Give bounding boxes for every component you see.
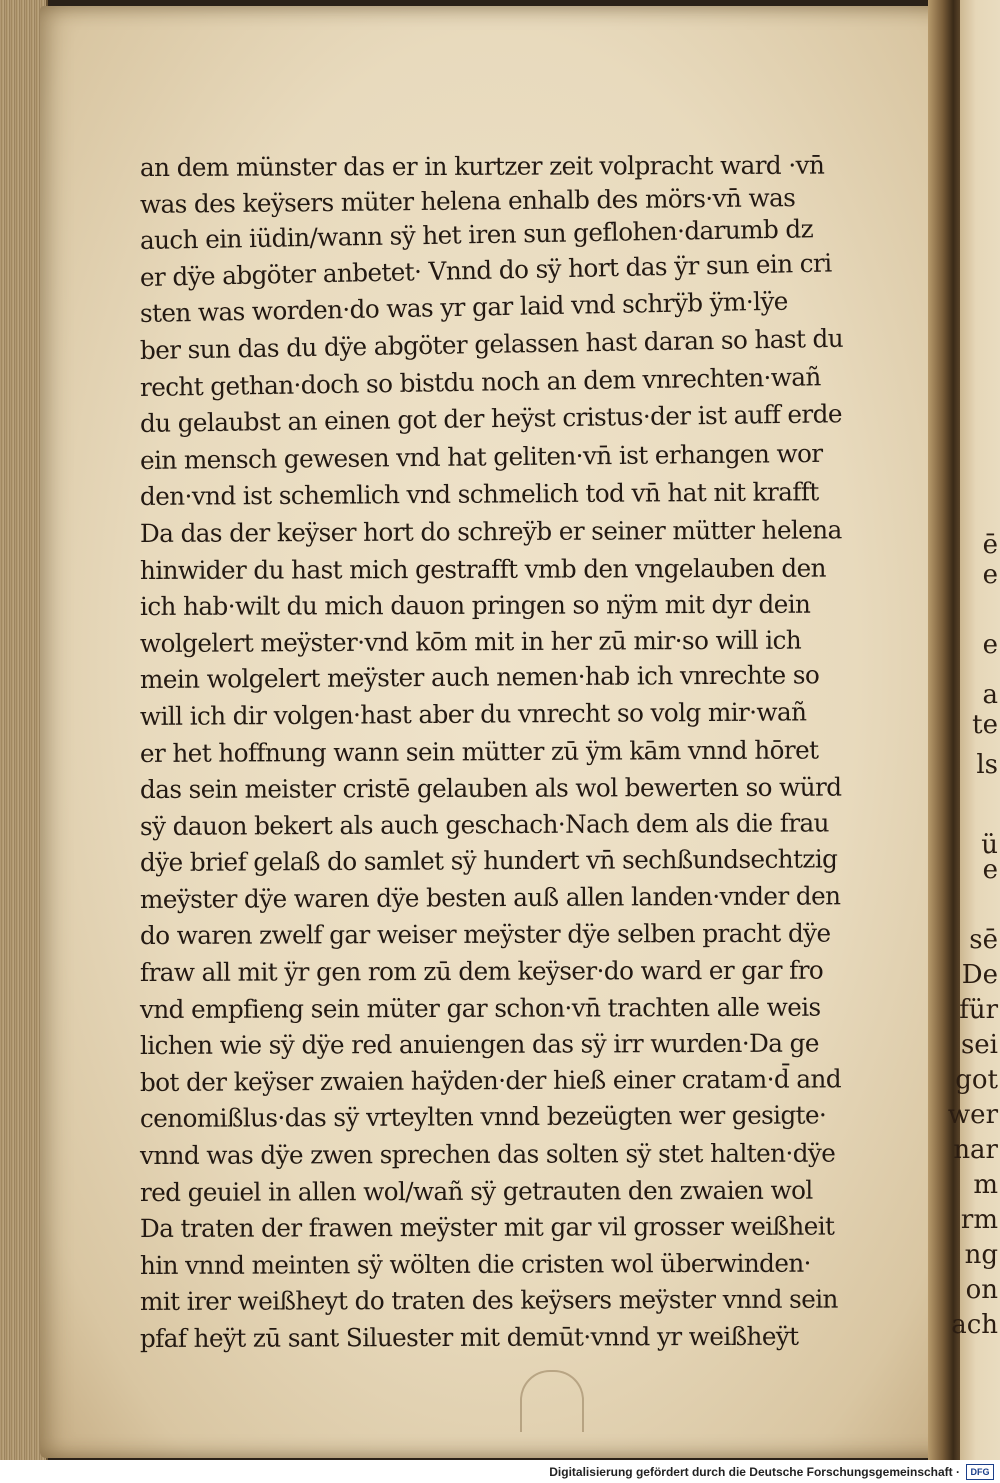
text-line: vnd empfieng sein müter gar schon·vn̄ trachten alle weis — [139, 992, 821, 1024]
text-line: pfaf heÿt zū sant Siluester mit demūt·vnnd yr weißheÿt — [139, 1321, 799, 1353]
facing-page-text: für — [959, 995, 998, 1025]
text-line: was des keÿsers müter helena enhalb des mörs·vn̄ was — [139, 182, 796, 219]
text-line: sten was worden·do was yr gar laid vnd schrÿb ÿm·lÿe — [139, 286, 789, 329]
facing-page-text: e — [982, 855, 998, 885]
facing-page-text: on — [965, 1275, 998, 1305]
facing-page-text: De — [961, 960, 998, 990]
text-line: an dem münster das er in kurtzer zeit volpracht ward ·vn̄ — [139, 150, 825, 182]
text-line: sÿ dauon bekert als auch geschach·Nach dem als die frau — [139, 808, 830, 841]
facing-page-text: a — [982, 680, 998, 710]
text-line: Da das der keÿser hort do schreÿb er seiner mütter helena — [139, 515, 842, 548]
page-text-block — [140, 150, 910, 1358]
facing-page-text: got — [955, 1065, 998, 1095]
text-line: auch ein iüdin/wann sÿ het iren sun geflohen·darumb dz — [139, 214, 814, 256]
text-line: Da traten der frawen meÿster mit gar vil grosser weißheit — [139, 1211, 835, 1244]
text-line: hin vnnd meinten sÿ wölten die cristen wol überwinden· — [139, 1248, 811, 1280]
facing-page-text: rm — [960, 1205, 998, 1235]
facing-page-text: wer — [947, 1100, 998, 1130]
text-line: cenomißlus·das sÿ vrteylten vnnd bezeügten wer gesigte· — [139, 1100, 827, 1134]
text-line: red geuiel in allen wol/wañ sÿ getrauten den zwaien wol — [139, 1175, 813, 1207]
text-line: ber sun das du dÿe abgöter gelassen hast daran so hast du — [139, 323, 844, 365]
text-line: recht gethan·doch so bistdu noch an dem vnrechten·wañ — [139, 361, 821, 402]
text-line: hinwider du hast mich gestrafft vmb den vngelauben den — [139, 553, 826, 585]
facing-page-text: ē — [982, 530, 998, 560]
text-line: den·vnd ist schemlich vnd schmelich tod vn̄ hat nit krafft — [139, 477, 819, 512]
text-line: wolgelert meÿster·vnd kōm mit in her zū mir·so will ich — [139, 625, 802, 658]
text-line: mit irer weißheyt do traten des keÿsers meÿster vnnd sein — [139, 1284, 838, 1317]
text-line: meÿster dÿe waren dÿe besten auß allen landen·vnder den — [139, 881, 841, 914]
facing-page-text: sei — [960, 1030, 998, 1060]
facing-page-text: ls — [976, 750, 998, 780]
text-line: das sein meister cristē gelauben als wol bewerten so würd — [139, 772, 842, 805]
facing-page-text: e — [982, 630, 998, 660]
text-line: fraw all mit ÿr gen rom zū dem keÿser·do ward er gar fro — [139, 955, 824, 988]
text-line: er het hoffnung wann sein mütter zū ÿm kām vnnd hōret — [139, 734, 819, 768]
facing-page-text: ü — [981, 830, 998, 860]
facing-page-text: ng — [964, 1240, 998, 1270]
text-line: mein wolgelert meÿster auch nemen·hab ich vnrechte so — [139, 660, 820, 695]
text-line: will ich dir volgen·hast aber du vnrecht so volg mir·wañ — [139, 697, 807, 731]
facing-page-fragment — [947, 0, 1000, 1460]
thumb-impression — [520, 1370, 584, 1432]
footer-bar — [0, 1460, 1000, 1483]
text-line: do waren zwelf gar weiser meÿster dÿe selben pracht dÿe — [139, 919, 831, 951]
facing-page-text: nar — [953, 1135, 998, 1165]
text-line: vnnd was dÿe zwen sprechen das solten sÿ stet halten·dÿe — [139, 1138, 836, 1171]
text-line: bot der keÿser zwaien haÿden·der hieß einer cratam·d̄ and — [139, 1064, 842, 1097]
facing-page-text: te — [972, 710, 998, 740]
text-line: er dÿe abgöter anbetet· Vnnd do sÿ hort das ÿr sun ein cri — [139, 248, 832, 292]
facing-page-text: sē — [969, 925, 998, 955]
text-line: du gelaubst an einen got der heÿst cristus·der ist auff erde — [139, 399, 843, 439]
text-line: ich hab·wilt du mich dauon pringen so nÿm mit dyr dein — [139, 589, 811, 622]
text-line: ein mensch gewesen vnd hat geliten·vn̄ ist erhangen wor — [139, 438, 823, 475]
facing-page-text: e — [982, 560, 998, 590]
dfg-logo: DFG — [966, 1464, 994, 1480]
facing-page-text: m — [973, 1170, 998, 1200]
facing-page-text: ach — [951, 1310, 998, 1340]
digitization-credit: Digitalisierung gefördert durch die Deutsche Forschungsgemeinschaft · — [549, 1464, 960, 1479]
text-line: lichen wie sÿ dÿe red anuiengen das sÿ irr wurden·Da ge — [139, 1028, 819, 1061]
text-line: dÿe brief gelaß do samlet sÿ hundert vn̄ sechßundsechtzig — [139, 844, 838, 878]
book-gutter — [928, 0, 964, 1460]
